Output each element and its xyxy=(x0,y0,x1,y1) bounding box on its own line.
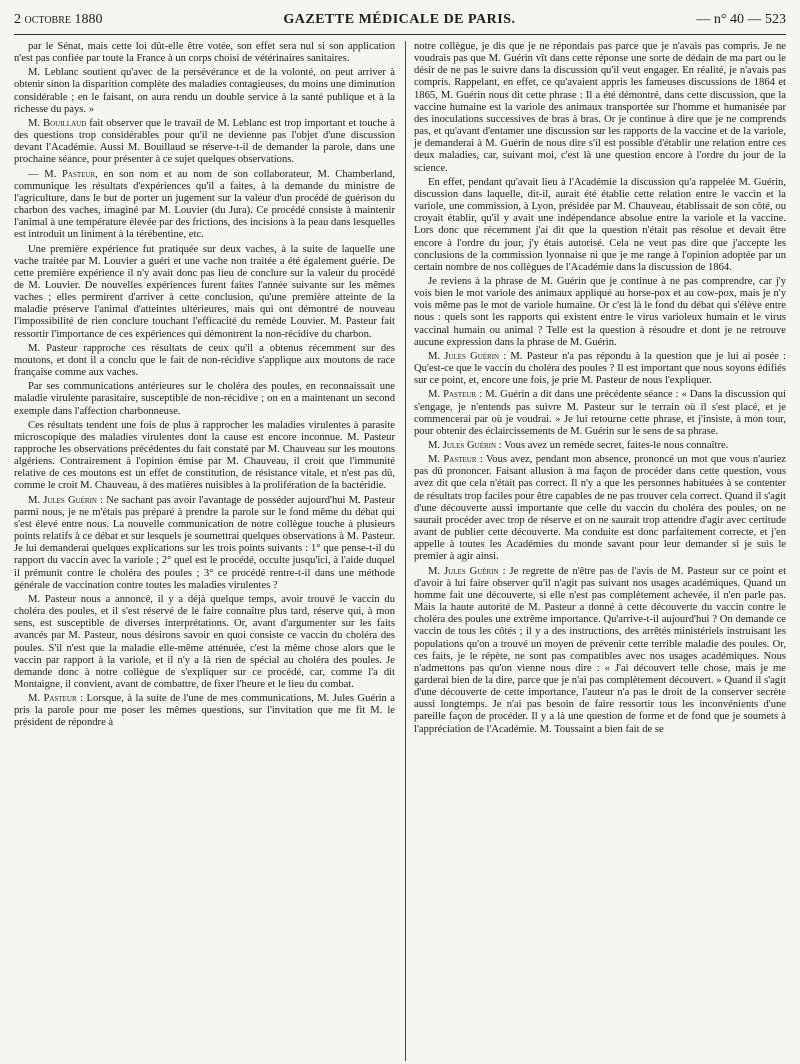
paragraph xyxy=(14,693,395,729)
paragraph-text: M. Pasteur rapproche ces résultats de ceux qu'il a obtenus récemment sur des moutons, et dont il a conclu que le fait de non-récidive s'applique aux moutons de race française comme aux vaches. xyxy=(14,342,395,379)
speaker-name: — M. Pasteur xyxy=(28,168,96,180)
paragraph-text: M. Leblanc soutient qu'avec de la persévérance et de la volonté, on peut arriver à obtenir sinon la disparition complète des maladies contagieuses, du moins une diminution considérable ; en le faisant, on aura rendu un double service à la santé publique et à la richesse du pays. » xyxy=(14,67,395,115)
issue-page-number: — n° 40 — 523 xyxy=(696,12,786,27)
paragraph-text: : Je regrette de n'être pas de l'avis de M. Pasteur sur ce point et d'avoir à lui faire observer qu'il n'agit pas suivant nos usages académiques. Quand un homme fait une découverte, si elle n'est pas complètement achevée, il n'en parle pas. Mais la haute autorité de M. Pasteur a donné à cette découverte du vaccin contre le choléra des poules une extrême importance. Qu'arrive-t-il aujourd'hui ? On demande ce vaccin de tous les côtés ; il y a des instructions, des arrêtés ministériels instruisant les populations qu'on a trouvé un moyen de prévenir cette terrible maladie des poules. Or, ces faits, je le répète, ne sont pas compatibles avec nos usages académiques. Nous n'admettons pas qu'on vienne nous dire : « J'ai découvert telle chose, mais je me garderai bien de la dire, parce que je n'ai pas complètement découvert. » Quand il s'agit d'une découverte de cette importance, l'auteur n'a pas le droit de la conserver secrète aussi longtemps. Je n'ai pas besoin de faire ressortir tous les inconvénients d'une pareille façon de procéder. Il y a là une question de forme et de fond que je soumets à l'appréciation de l'Académie. M. Toussaint a bien fait de se xyxy=(414,565,786,735)
paragraph xyxy=(14,381,395,417)
paragraph-text: Je reviens à la phrase de M. Guérin que je continue à ne pas comprendre, car j'y vois bien le mot variole des animaux appliqué au horse-pox et au cow-pox, mais je n'y vois même pas le mot de variole humaine. Or c'est là le fond du débat qui s'élève entre nous : quels sont les rapports qui existent entre le virus varioleux humain et le virus vaccinal humain ou animal ? Telle est la question à résoudre et dont je ne retrouve aucune expression dans la phrase de M. Guérin. xyxy=(414,275,786,348)
paragraph-text: fait observer que le travail de M. Leblanc est trop important et touche à des questions trop considérables pour qu'il ne devienne pas l'objet d'une discussion devant l'Académie. Aussi M. Bouillaud se réserve-t-il de demander la parole, dans une prochaine séance, pour présenter à ce sujet quelques observations. xyxy=(14,117,395,166)
paragraph xyxy=(414,440,786,452)
paragraph xyxy=(414,566,786,736)
paragraph-text: : M. Pasteur n'a pas répondu à la question que je lui ai posée : Qu'est-ce que le vaccin du choléra des poules ? Il est important que nous soyons édifiés sur ce point, et, encore une fois, je prie M. Pasteur de nous l'expliquer. xyxy=(414,350,786,387)
paragraph-text: : Vous avez un remède secret, faites-le nous connaître. xyxy=(496,440,729,451)
paragraph-text: notre collègue, je dis que je ne répondais pas parce que je n'avais pas compris. Je ne voudrais pas que M. Guérin vît dans cette réponse une sorte de dédain de ma part ou le désir de ne pas le suivre dans la discussion qu'il veut engager. En réalité, je n'avais pas compris. Rappelant, en effet, ce qu'avaient appris les fameuses discussions de 1864 et 1865, M. Guérin nous dit cette phrase : Il a été démontré, dans cette discussion, que la vaccine humaine est la variole des animaux transportée sur l'homme et humanisée par des inoculations successives de bras à bras. Or je continue à dire que je ne comprends pas, et qu'avant d'entamer une discussion sur les rapports de la vaccine et de la variole, je demanderai à M. Guérin de nous dire s'il est possible d'établir une relation entre ces deux maladies, car, suivant moi, c'est là une question encore à l'ordre du jour de la science. xyxy=(414,41,786,174)
speaker-name: M. Jules Guérin xyxy=(28,494,97,506)
paragraph xyxy=(414,177,786,274)
paragraph xyxy=(414,389,786,438)
paragraph-text: : Lorsque, à la suite de l'une de mes communications, M. Jules Guérin a pris la parole pour me poser les mêmes questions, sur l'invitation que me fit M. le président de répondre à xyxy=(14,693,395,729)
paragraph-text: M. Pasteur nous a annoncé, il y a déjà quelque temps, avoir trouvé le vaccin du choléra des poules, et il s'est réservé de le faire connaître plus tard, réserve qui, à mon sens, est susceptible de diverses interprétations. Or, avant d'argumenter sur les faits avancés par M. Pasteur, nous désirons savoir en quoi consiste ce vaccin du choléra des poules. S'il n'est que la maladie elle-même atténuée, c'est la même chose alors que le vaccin par rapport à la variole, et il n'y a là rien de spécial au choléra des poules. Je demande donc à notre collègue de s'expliquer sur ce procédé, car, comme l'a dit Montaigne, il convient, avant de combattre, de fixer l'heure et le lieu du combat. xyxy=(14,593,395,690)
speaker-name: M. Jules Guérin xyxy=(428,440,497,451)
speaker-name: M. Bouillaud xyxy=(28,117,87,129)
speaker-name: M. Pasteur xyxy=(28,693,77,705)
speaker-name: M. Pasteur xyxy=(428,454,477,466)
paragraph-text: : Ne sachant pas avoir l'avantage de posséder aujourd'hui M. Pasteur parmi nous, je ne m'étais pas préparé à prendre la parole sur le fond même du débat qui s'est élevé entre nous. La nouvelle communication de notre collègue touche à plusieurs points relatifs à ce débat et sur lesquels je soumettrai quelques observations à M. Pasteur. Je lui demanderai quelques explications sur les trois points suivants : 1° que pense-t-il du rapport du vaccin avec la variole ; 2° quel est le procédé, occulte jusqu'ici, à l'aide duquel il prémunit contre le choléra des poules ; 3° ce procédé rentre-t-il dans une méthode générale de vaccination contre toutes les maladies virulentes ? xyxy=(14,494,395,591)
speaker-name: M. Pasteur xyxy=(428,389,477,401)
paragraph xyxy=(414,276,786,349)
paragraph xyxy=(14,495,395,592)
article-columns xyxy=(14,41,786,1061)
paragraph xyxy=(14,118,395,167)
paragraph xyxy=(414,351,786,387)
speaker-name: M. Jules Guérin xyxy=(428,350,500,362)
right-column xyxy=(405,41,786,1061)
paragraph xyxy=(14,594,395,691)
paragraph xyxy=(414,454,786,563)
paragraph xyxy=(14,343,395,379)
paragraph-text: Par ses communications antérieures sur le choléra des poules, en reconnaissait une maladie virulente parasitaire, susceptible de non-récidive ; on en a maintenant un second exemple dans l'affection charbonneuse. xyxy=(14,381,395,417)
paragraph-text: : M. Guérin a dit dans une précédente séance : « Dans la discussion qui s'engage, je n'entends pas suivre M. Pasteur sur le terrain où il s'est placé, et je commencerai par où je voudrai. » Je lui retourne cette phrase, et j'insiste, à mon tour, pour obtenir des éclaircissements de M. Guérin sur le sens de sa phrase. xyxy=(414,389,786,437)
paragraph-text: Une première expérience fut pratiquée sur deux vaches, à la suite de laquelle une vache traitée par M. Louvier a guéri et une vache non traitée a été également guérie. De cette première expérience il n'y avait donc pas lieu de conclure sur la valeur du procédé de M. Louvier. De nouvelles expériences furent faites l'année suivante sur les mêmes vaches ; elles permirent d'arriver à cette conclusion, qu'une première atteinte de la maladie préserve l'animal d'atteintes ultérieures, mais qui ont démontré de nouveau l'impossibilité de rien conclure touchant l'efficacité du remède Louvier. M. Pasteur fait ressortir l'importance de ces expériences qui démontrent la non-récidive du charbon. xyxy=(14,243,395,340)
speaker-name: M. Jules Guérin xyxy=(428,565,499,577)
paragraph-text: En effet, pendant qu'avait lieu à l'Académie la discussion qu'a rappelée M. Guérin, discussion dans laquelle, dit-il, aurait été établie cette relation entre le vaccin et la variole, une commission, à Lyon, présidée par M. Chauveau, établissait de son côté, ou croyait établir, qu'il y avait une indépendance absolue entre la variole et la vaccine. Lors donc que récemment j'ai dit que la question n'était pas résolue et devait être encore à l'ordre du jour, j'y étais autorisé. Cela ne veut pas dire que j'accepte les conclusions de la commission lyonnaise ni que je me range à l'opinion adoptée par un certain nombre de nos collègues de l'Académie dans la discussion de 1864. xyxy=(414,176,786,273)
paragraph-text: Ces résultats tendent une fois de plus à rapprocher les maladies virulentes à parasite microscopique des maladies virulentes dont la cause est encore inconnue. M. Pasteur rapproche les observations précédentes du fait constaté par M. Chauveau sur les moutons algériens. Contrairement à l'opinion émise par M. Chauveau, il croit que l'immunité relative de ces moutons est un effet de constitution, de résistance vitale, et n'est pas dû, comme le croit M. Chauveau, à des matières nuisibles à la prolifération de la bactéridie. xyxy=(14,419,395,492)
paragraph-text: : Vous avez, pendant mon absence, prononcé un mot que vous n'auriez pas dû prononcer. Faisant allusion à ma façon de procéder dans cette question, vous avez dit que cela n'était pas correct. Il n'y a que les personnes habituées à se contenter de résultats trop faciles pour être capables de ne pas trouver cela correct. Quand il s'agit d'une découverte aussi importante que celle du vaccin du choléra des poules, on ne saurait procéder avec trop de réserve et on ne saurait trop attendre d'agir avec certitude avant de publier cette découverte. Ma conduite est donc parfaitement correcte, et j'en appelle à toutes les Académies du monde savant pour leur demander si je suis le premier à agir ainsi. xyxy=(414,454,786,563)
left-column xyxy=(14,41,395,1061)
page-header xyxy=(14,12,786,35)
paragraph xyxy=(14,41,395,65)
paragraph xyxy=(14,244,395,341)
paragraph-text: , en son nom et au nom de son collaborateur, M. Chamberland, communique les résultats d'expériences qu'il a faites, à la demande du ministre de l'agriculture, dans le but de porter un jugement sur la valeur d'un procédé de guérison du charbon des vaches, imaginé par M. Louvier (du Jura). Ce procédé consiste à maintenir l'animal à une température élevée par des frictions, des incisions à la peau dans lesquelles est introduit un liniment à la térébentine, etc. xyxy=(14,168,395,241)
issue-date: 2 octobre 1880 xyxy=(14,12,103,27)
paragraph xyxy=(14,420,395,493)
paragraph xyxy=(14,169,395,242)
paragraph-text: par le Sénat, mais cette loi dût-elle être votée, son effet sera nul si son application n'est pas confiée par toute la France à un corps choisi de vétérinaires sanitaires. xyxy=(14,41,395,65)
paragraph xyxy=(14,67,395,116)
paragraph xyxy=(414,41,786,175)
publication-title: GAZETTE MÉDICALE DE PARIS. xyxy=(283,12,516,27)
